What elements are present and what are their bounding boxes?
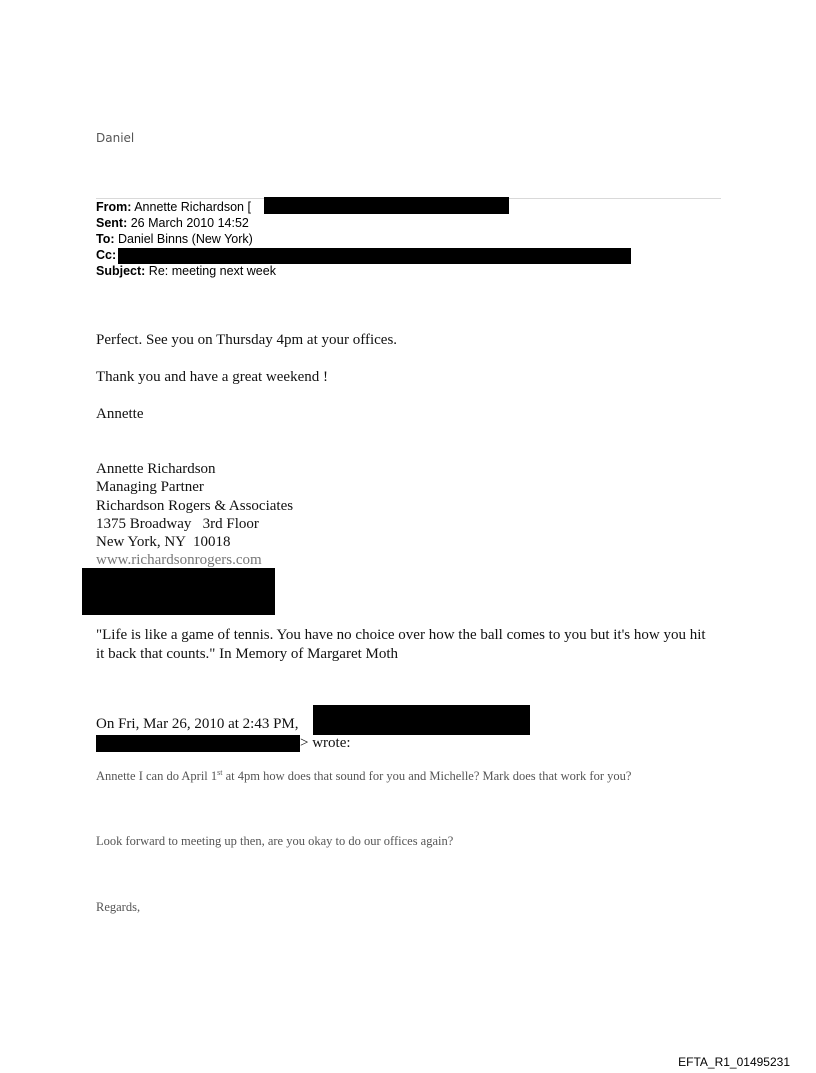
signature-quote: "Life is like a game of tennis. You have no choice over how the ball comes to you but it's how you hit it back that counts." In Memory of Margaret Moth	[96, 627, 706, 662]
redaction-sender-name	[313, 705, 530, 735]
quoted-line-3: Regards,	[96, 900, 141, 914]
body-signoff: Annette	[96, 406, 144, 422]
greeting: Daniel	[96, 131, 135, 145]
subject-label: Subject:	[96, 264, 146, 278]
reply-on-line: On Fri, Mar 26, 2010 at 2:43 PM,	[96, 716, 299, 732]
to-label: To:	[96, 232, 115, 246]
redaction-sender-email	[96, 735, 300, 752]
from-value: Annette Richardson [	[134, 200, 251, 214]
signature-block	[96, 460, 293, 570]
body-line-2: Thank you and have a great weekend !	[96, 369, 328, 385]
signature-company: Richardson Rogers & Associates	[96, 497, 294, 514]
quoted-line-1	[96, 768, 631, 784]
body-line-1: Perfect. See you on Thursday 4pm at your offices.	[96, 332, 398, 348]
redaction-cc	[118, 248, 631, 264]
signature-title: Managing Partner	[96, 479, 204, 496]
cc-line	[96, 248, 116, 262]
to-line	[96, 232, 253, 246]
document-id: EFTA_R1_01495231	[678, 1055, 790, 1069]
quoted-line-1-pre: Annette I can do April 1	[96, 769, 218, 784]
sent-value: 26 March 2010 14:52	[130, 216, 249, 230]
redaction-signature-contact	[82, 568, 275, 615]
sent-line	[96, 216, 249, 230]
from-label: From:	[96, 200, 132, 214]
subject-value: Re: meeting next week	[148, 264, 276, 278]
sent-label: Sent:	[96, 216, 128, 230]
to-value: Daniel Binns (New York)	[118, 232, 253, 246]
quoted-line-1-sup: st	[217, 768, 223, 777]
signature-address-2: New York, NY 10018	[96, 534, 231, 551]
signature-website-link[interactable]: www.richardsonrogers.com	[96, 552, 262, 569]
subject-line	[96, 264, 276, 278]
signature-name: Annette Richardson	[96, 461, 216, 477]
redaction-from-email	[264, 197, 509, 214]
signature-address-1: 1375 Broadway 3rd Floor	[96, 515, 259, 532]
quoted-line-2: Look forward to meeting up then, are you okay to do our offices again?	[96, 834, 454, 848]
cc-label: Cc:	[96, 248, 117, 262]
reply-wrote: > wrote:	[300, 735, 351, 751]
from-line	[96, 200, 251, 214]
quoted-line-1-post: at 4pm how does that sound for you and Michelle? Mark does that work for you?	[222, 769, 632, 784]
